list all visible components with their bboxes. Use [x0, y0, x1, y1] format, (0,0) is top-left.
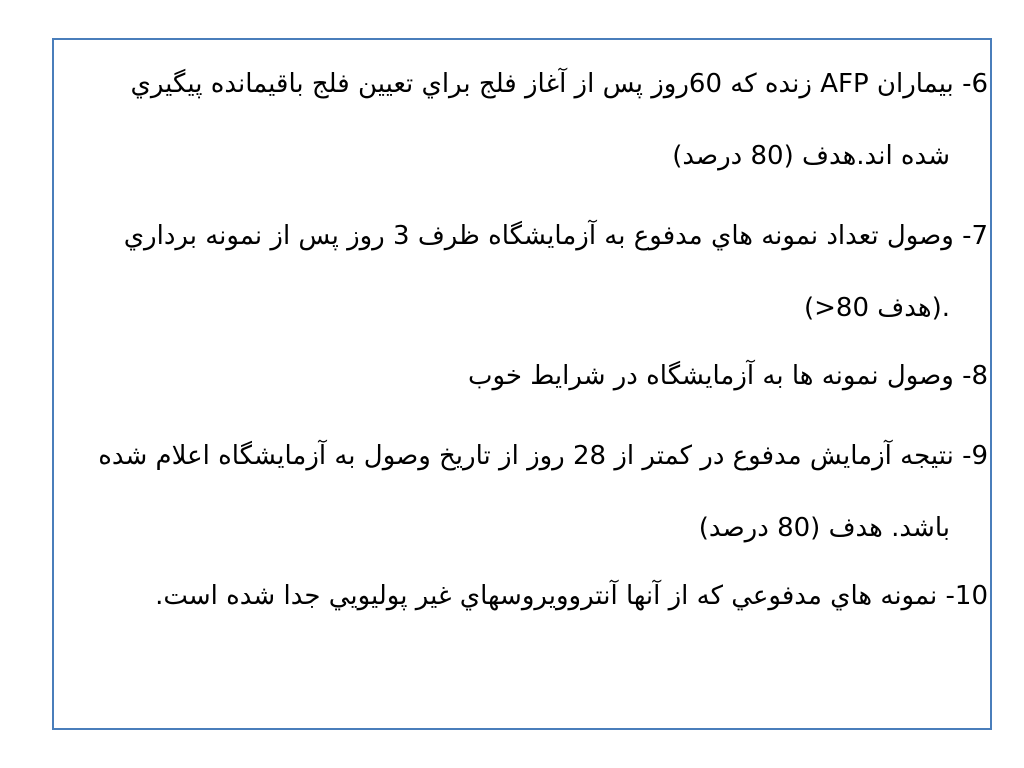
item-7-line-1: 7- وصول تعداد نمونه هاي مدفوع به آزمايشگاه ظرف 3 روز پس از نمونه برداري	[123, 221, 988, 251]
list-item-9	[60, 420, 988, 564]
item-10-line-1: 10- نمونه هاي مدفوعي كه از آنها آنتروويروسهاي غير پوليويي جدا شده است.	[155, 581, 988, 611]
item-8-line-1: 8- وصول نمونه ها به آزمايشگاه در شرايط خوب	[467, 361, 988, 391]
list-item-10	[60, 560, 988, 632]
list-item-6	[60, 48, 988, 192]
item-7-line-2: .(هدف 80<)	[803, 293, 950, 323]
list-item-8	[60, 340, 988, 412]
item-9-line-1: 9- نتيجه آزمايش مدفوع در كمتر از 28 روز از تاريخ وصول به آزمايشگاه اعلام شده	[98, 441, 988, 471]
list-item-7	[60, 200, 988, 344]
item-6-line-1: 6- بيماران AFP زنده كه 60روز پس از آغاز فلج براي تعيين فلج باقيمانده پيگيري	[130, 69, 988, 99]
item-6-line-2: شده اند.هدف (80 درصد)	[672, 141, 950, 171]
item-9-line-2: باشد. هدف (80 درصد)	[698, 513, 950, 543]
